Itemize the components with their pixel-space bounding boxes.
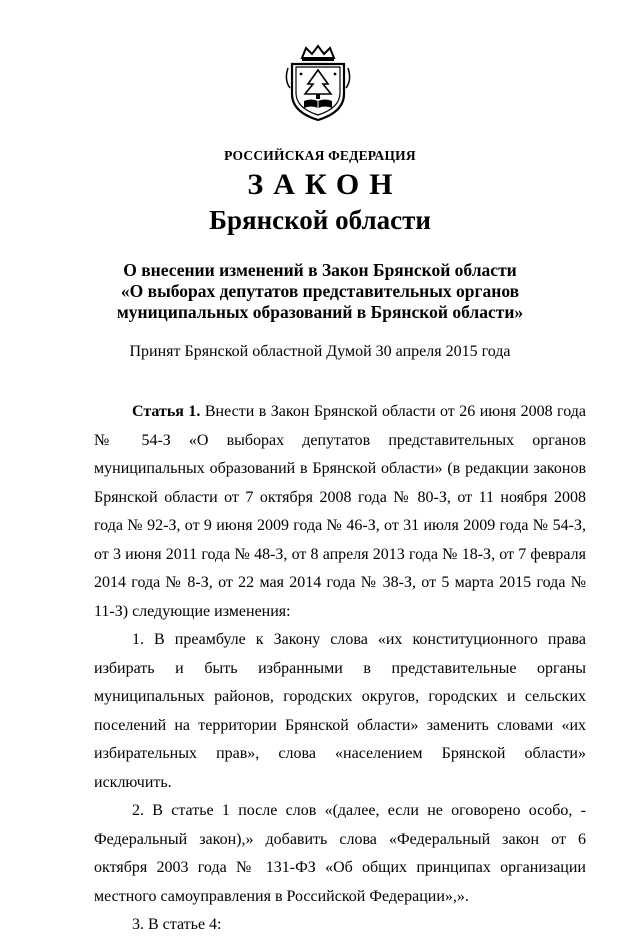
item-3-paragraph: 3. В статье 4: <box>132 916 222 933</box>
document-type-heading: ЗАКОН <box>247 168 403 201</box>
coat-of-arms-emblem <box>284 44 352 122</box>
law-title-line: муниципальных образований в Брянской области» <box>116 302 524 322</box>
law-title-line: О внесении изменений в Закон Брянской области <box>123 260 517 280</box>
law-title-line: «О выборах депутатов представительных органов <box>120 281 520 301</box>
article-text: Внести в Закон Брянской области от 26 июня 2008 года № 54-З «О выборах депутатов представительных органов муниципальных образований в Брянской области» (в редакции законов Брянской области от 7 октября 2008 года № 80-З, от 11 ноября 2008 года № 92-З, от 9 июня 2009 года № 46-З, от 31 июля 2009 года № 54-З, от 3 июня 2011 года № 48-З, от 8 апреля 2013 года № 18-З, от 7 февраля 2014 года № 8-З, от 22 мая 2014 года № 38-З, от 5 марта 2015 года № 11-З) следующие изменения: <box>94 403 586 620</box>
law-body <box>94 398 586 940</box>
item-1-paragraph: 1. В преамбуле к Закону слова «их конституционного права избирать и быть избранными в представительные органы муниципальных районов, городских округов, городских и сельских поселений на территории Брянской области» заменить словами «их избирательных прав», слова «населением Брянской области» исключить. <box>94 631 586 791</box>
country-heading: РОССИЙСКАЯ ФЕДЕРАЦИЯ <box>224 148 416 163</box>
article-1-paragraph <box>94 398 586 626</box>
region-heading: Брянской области <box>209 205 431 235</box>
article-label: Статья 1. <box>132 403 201 420</box>
adoption-note: Принят Брянской областной Думой 30 апреля 2015 года <box>129 343 511 360</box>
law-title <box>0 260 640 323</box>
item-2-paragraph: 2. В статье 1 после слов «(далее, если не оговорено особо, - Федеральный закон),» добавить слова «Федеральный закон от 6 октября 2003 года № 131-ФЗ «Об общих принципах организации местного самоуправления в Российской Федерации»,». <box>94 802 586 905</box>
